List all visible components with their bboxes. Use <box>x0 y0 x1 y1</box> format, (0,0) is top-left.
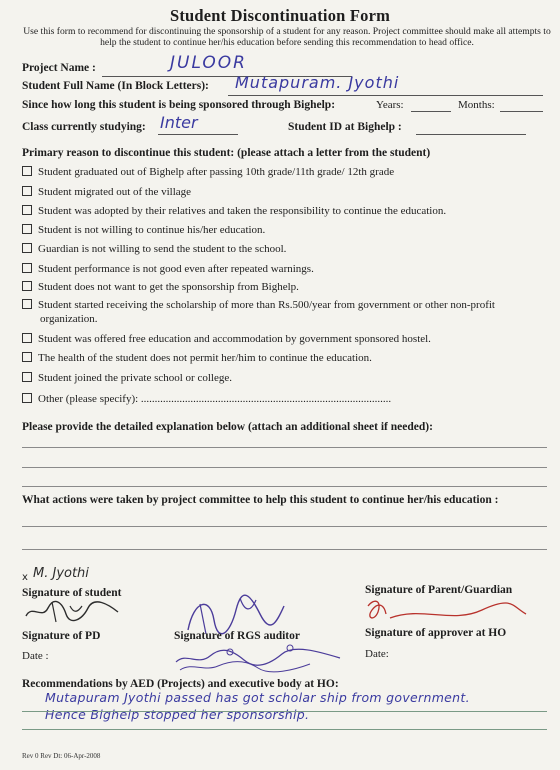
student-signature-label: Signature of student <box>22 587 122 599</box>
reason-item: Student is not willing to continue his/her education. <box>22 224 265 236</box>
student-id-line <box>416 134 526 135</box>
checkbox[interactable] <box>22 263 32 273</box>
checkbox[interactable] <box>22 333 32 343</box>
recommendations-label: Recommendations by AED (Projects) and executive body at HO: <box>22 678 339 690</box>
student-signed: M. Jyothi <box>33 566 89 581</box>
checkbox[interactable] <box>22 205 32 215</box>
explanation-line <box>22 486 547 487</box>
reason-item: Student does not want to get the sponsorship from Bighelp. <box>22 281 299 293</box>
checkbox[interactable] <box>22 299 32 309</box>
checkbox[interactable] <box>22 393 32 403</box>
actions-line <box>22 549 547 550</box>
student-name-label: Student Full Name (In Block Letters): <box>22 80 209 92</box>
checkbox[interactable] <box>22 224 32 234</box>
recommendations-line <box>22 711 547 712</box>
years-line <box>411 111 451 112</box>
explanation-line <box>22 447 547 448</box>
checkbox[interactable] <box>22 166 32 176</box>
pd-signature-label: Signature of PD <box>22 630 101 642</box>
reason-item: Guardian is not willing to send the student to the school. <box>22 243 286 255</box>
sponsored-since-label: Since how long this student is being sponsored through Bighelp: <box>22 99 336 111</box>
auditor-signature-label: Signature of RGS auditor <box>174 630 300 642</box>
project-name-label: Project Name : <box>22 62 96 74</box>
student-mark: x <box>22 572 28 583</box>
months-label: Months: <box>458 99 495 111</box>
class-line <box>158 134 238 135</box>
form-intro: Use this form to recommend for discontinuing the sponsorship of a student for any reason. Project committee should make all attempts to help the student to continue her/his education before sending this recommendation to head office. <box>23 26 551 48</box>
checkbox[interactable] <box>22 186 32 196</box>
pd-date-label: Date : <box>22 650 49 662</box>
reason-item: The health of the student does not permit her/him to continue the education. <box>22 352 372 364</box>
years-label: Years: <box>376 99 404 111</box>
reason-item: Other (please specify): ........................................................................................... <box>22 393 391 405</box>
recommendations-text: Mutapuram Jyothi passed has got scholar ship from government. Hence Bighelp stopped her sponsorship. <box>45 690 470 722</box>
checkbox[interactable] <box>22 281 32 291</box>
revision-footer: Rev 0 Rev Dt: 06-Apr-2008 <box>22 752 101 760</box>
reason-item: Student was offered free education and accommodation by government sponsored hostel. <box>22 333 431 345</box>
reason-item: Student migrated out of the village <box>22 186 191 198</box>
student-name-value: Mutapuram. Jyothi <box>235 73 400 92</box>
student-name-line <box>228 95 543 96</box>
actions-prompt: What actions were taken by project committee to help this student to continue her/his education : <box>22 494 499 506</box>
approver-signature-label: Signature of approver at HO <box>365 627 507 639</box>
parent-signature-label: Signature of Parent/Guardian <box>365 584 513 596</box>
reason-item: Student started receiving the scholarship of more than Rs.500/year from government or other non-profit organization. <box>22 298 520 326</box>
explanation-prompt: Please provide the detailed explanation below (attach an additional sheet if needed): <box>22 421 433 433</box>
reason-item: Student was adopted by their relatives and taken the responsibility to continue the education. <box>22 205 446 217</box>
checkbox[interactable] <box>22 352 32 362</box>
pd-signature-scrawl <box>22 598 132 628</box>
telugu-stamp <box>170 640 350 674</box>
months-line <box>500 111 543 112</box>
project-name-value: JULOOR <box>170 53 247 73</box>
reasons-heading: Primary reason to discontinue this student: (please attach a letter from the student) <box>22 147 431 159</box>
reason-item: Student performance is not good even after repeated warnings. <box>22 263 314 275</box>
recommendations-line <box>22 729 547 730</box>
student-id-label: Student ID at Bighelp : <box>288 121 402 133</box>
class-value: Inter <box>160 113 198 132</box>
reason-item: Student graduated out of Bighelp after passing 10th grade/11th grade/ 12th grade <box>22 166 394 178</box>
approver-date-label: Date: <box>365 648 389 660</box>
class-label: Class currently studying: <box>22 121 146 133</box>
checkbox[interactable] <box>22 372 32 382</box>
approver-signature-scrawl <box>362 596 532 630</box>
actions-line <box>22 526 547 527</box>
checkbox[interactable] <box>22 243 32 253</box>
form-title: Student Discontinuation Form <box>169 6 391 25</box>
explanation-line <box>22 467 547 468</box>
reason-item: Student joined the private school or college. <box>22 372 232 384</box>
